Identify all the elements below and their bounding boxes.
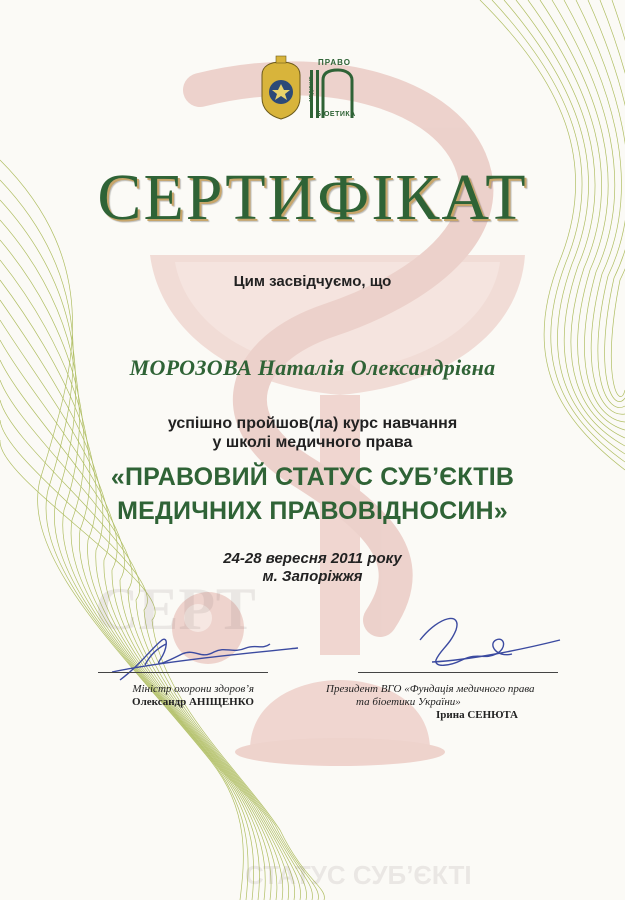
right-signer-name: Ірина СЕНЮТА <box>436 709 519 721</box>
course-title-line1: «ПРАВОВИЙ СТАТУС СУБ’ЄКТІВ <box>110 463 515 491</box>
ghost-title-watermark: СЕРТ <box>95 576 256 642</box>
course-dates: 24-28 вересня 2011 року <box>223 550 402 567</box>
right-signature-line <box>358 672 558 673</box>
logo-bioethics-word: БІОЕТИКА <box>316 111 356 118</box>
right-signer-role-line2: та біоетики України» <box>356 696 461 708</box>
logo-law-word: ПРАВО <box>318 58 351 67</box>
right-signature <box>420 619 560 666</box>
right-signer-role-line1: Президент ВГО «Фундація медичного права <box>326 683 535 695</box>
recipient-name: МОРОЗОВА Наталія Олександрівна <box>129 355 496 380</box>
left-signer-name: Олександр АНІЩЕНКО <box>132 696 254 708</box>
logo-medical-word: МЕДИЧНЕ <box>309 76 315 102</box>
school-text: у школі медичного права <box>212 434 413 451</box>
certificate-title: СЕРТИФІКАТ <box>97 161 528 234</box>
left-signature-line <box>98 672 268 673</box>
course-title-line2: МЕДИЧНИХ ПРАВОВІДНОСИН» <box>117 497 508 525</box>
completion-text: успішно пройшов(ла) курс навчання <box>167 415 458 432</box>
intro-text: Цим засвідчуємо, що <box>233 273 392 290</box>
left-signature <box>112 639 298 680</box>
ghost-course-watermark: СТАТУС СУБ’ЄКТІ <box>245 860 472 890</box>
course-city: м. Запоріжжя <box>262 568 363 585</box>
left-signer-role: Міністр охорони здоров’я <box>132 683 254 695</box>
